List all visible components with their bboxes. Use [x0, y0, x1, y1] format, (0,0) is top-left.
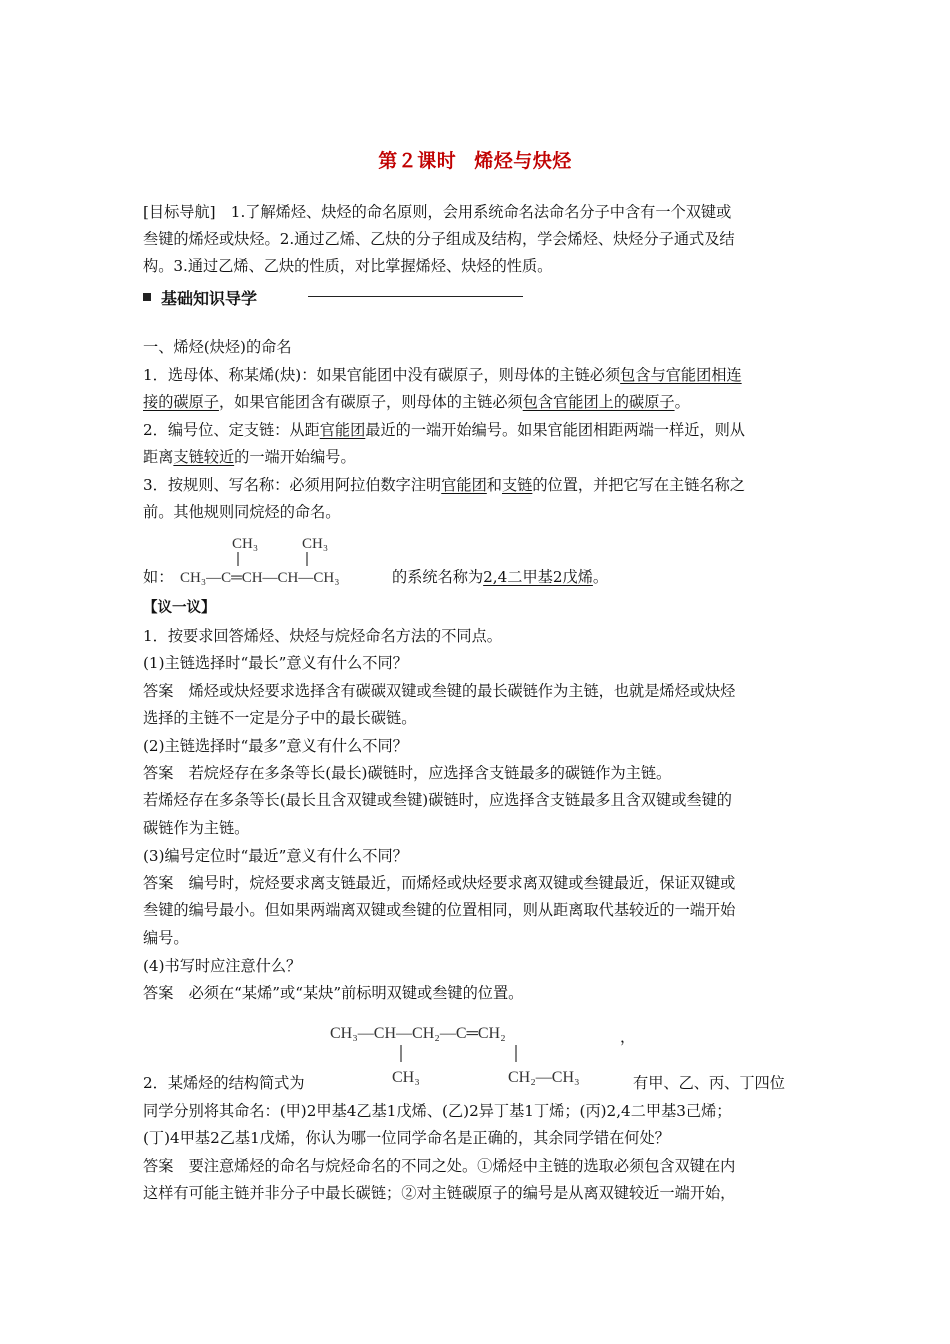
answer-1-2-line-2: 若烯烃存在多条等长(最长且含双键或叁键)碳链时，应选择含支链最多且含双键或叁键的: [143, 791, 732, 809]
page-title: 第２课时 烯烃与炔烃: [378, 150, 572, 172]
answer-1-2-line-1: 答案 若烷烃存在多条等长(最长)碳链时，应选择含支链最多的碳链作为主链。: [143, 764, 672, 782]
answer-1-1-line-1: 答案 烯烃或炔烃要求选择含有碳碳双键或叁键的最长碳链作为主链，也就是烯烃或炔烃: [143, 682, 736, 700]
objectives-line-2: 叁键的烯烃或炔烃。2.通过乙烯、乙炔的分子组成及结构，学会烯烃、炔烃分子通式及结: [143, 230, 735, 248]
ethyl-substituent: CH₂—CH₃: [508, 1069, 580, 1086]
example-name-line: 的系统名称为2,4二甲基2戊烯。: [392, 568, 609, 586]
rule-1-line-2: 接的碳原子，如果官能团含有碳原子，则母体的主链必须包含官能团上的碳原子。: [143, 393, 690, 411]
question-1-3: (3)编号定位时“最近”意义有什么不同？: [143, 847, 408, 865]
structure-formula-2: [330, 1018, 640, 1090]
heading-rule: [308, 296, 523, 297]
answer-2-line-1: 答案 要注意烯烃的命名与烷烃命名的不同之处。①烯烃中主链的选取必须包含双键在内: [143, 1157, 736, 1175]
question-1: 1．按要求回答烯烃、炔烃与烷烃命名方法的不同点。: [143, 627, 502, 645]
rule-2-line-1: 2．编号位、定支链：从距官能团最近的一端开始编号。如果官能团相距两端一样近，则从: [143, 421, 745, 439]
question-2-prefix: 2．某烯烃的结构简式为: [143, 1074, 305, 1092]
methyl-substituent-1: CH₃: [232, 536, 259, 552]
answer-2-line-2: 这样有可能主链并非分子中最长碳链；②对主链碳原子的编号是从离双键较近一端开始，: [143, 1184, 736, 1202]
question-2-suffix: 有甲、乙、丙、丁四位: [633, 1074, 785, 1092]
methyl-substituent-2: CH₃: [302, 536, 329, 552]
main-chain: CH₃—C═CH—CH—CH₃: [180, 570, 340, 586]
question-2-line-2: 同学分别将其命名：(甲)2甲基4乙基1戊烯、(乙)2异丁基1丁烯；(丙)2,4二甲基3己烯；: [143, 1102, 732, 1120]
answer-1-2-line-3: 碳链作为主链。: [143, 819, 250, 837]
question-1-2: (2)主链选择时“最多”意义有什么不同？: [143, 737, 408, 755]
objectives-line-3: 构。3.通过乙烯、乙炔的性质，对比掌握烯烃、炔烃的性质。: [143, 257, 553, 275]
subsection-heading: 一、烯烃(炔烃)的命名: [143, 338, 292, 356]
question-2-line-3: (丁)4甲基2乙基1戊烯，你认为哪一位同学命名是正确的，其余同学错在何处？: [143, 1129, 670, 1147]
rule-3-line-2: 前。其他规则同烷烃的命名。: [143, 503, 341, 521]
answer-1-4: 答案 必须在“某烯”或“某炔”前标明双键或叁键的位置。: [143, 984, 524, 1002]
formula-comma: ，: [620, 1028, 636, 1046]
answer-1-3-line-2: 叁键的编号最小。但如果两端离双键或叁键的位置相同，则从距离取代基较近的一端开始: [143, 901, 736, 919]
square-bullet-icon: [143, 293, 151, 301]
discuss-heading: 【议一议】: [143, 600, 216, 616]
rule-3-line-1: 3．按规则、写名称：必须用阿拉伯数字注明官能团和支链的位置，并把它写在主链名称之: [143, 476, 745, 494]
answer-1-1-line-2: 选择的主链不一定是分子中的最长碳链。: [143, 709, 417, 727]
structure-formula-1: [180, 530, 385, 592]
answer-1-3-line-3: 编号。: [143, 929, 189, 947]
question-1-1: (1)主链选择时“最长”意义有什么不同？: [143, 654, 408, 672]
question-1-4: (4)书写时应注意什么？: [143, 957, 302, 975]
example-prefix: 如：: [143, 568, 174, 586]
methyl-substituent: CH₃: [392, 1069, 420, 1086]
rule-1-line-1: 1．选母体、称某烯(炔)：如果官能团中没有碳原子，则母体的主链必须包含与官能团相连: [143, 366, 742, 384]
answer-1-3-line-1: 答案 编号时，烷烃要求离支链最近，而烯烃或炔烃要求离双键或叁键最近，保证双键或: [143, 874, 736, 892]
objectives-line-1: [目标导航] 1.了解烯烃、炔烃的命名原则，会用系统命名法命名分子中含有一个双键或: [143, 203, 732, 221]
section-heading: 基础知识导学: [143, 286, 543, 308]
main-chain: CH₃—CH—CH₂—C═CH₂: [330, 1025, 506, 1042]
rule-2-line-2: 距离支链较近的一端开始编号。: [143, 448, 356, 466]
